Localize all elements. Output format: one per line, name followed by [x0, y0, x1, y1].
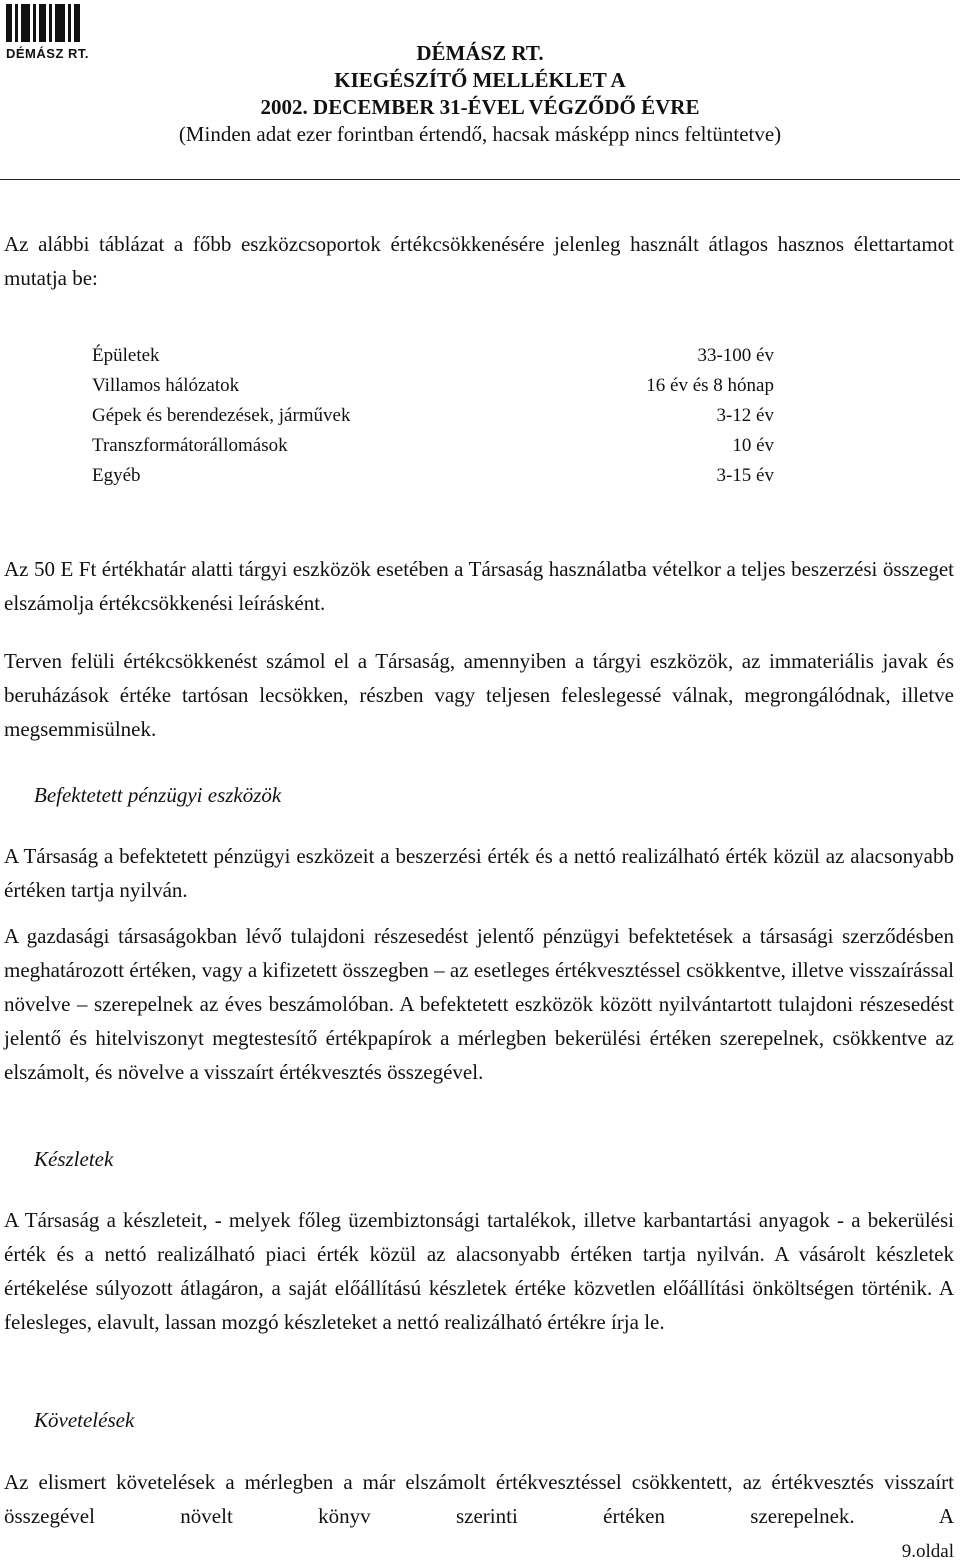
receivables-paragraph: Az elismert követelések a mérlegben a már elszámolt értékvesztéssel csökkentett, az értékvesztés visszaírt összegével növelt könyv szerinti értéken szerepelnek. A — [4, 1470, 954, 1528]
useful-life-value: 16 év és 8 hónap — [646, 375, 774, 396]
table-row — [92, 341, 774, 371]
asset-group-label: Gépek és berendezések, járművek — [92, 405, 351, 426]
extra-depreciation-paragraph: Terven felüli értékcsökkenést számol el a Társaság, amennyiben a tárgyi eszközök, az immateriális javak és beruházások értéke tartósan lecsökken, részben vagy teljesen feleslegessé válnak, megrongálódnak, illetve megsemmisülnek. — [4, 649, 954, 741]
document-period: 2002. DECEMBER 31-ÉVEL VÉGZŐDŐ ÉVRE — [260, 95, 700, 119]
section-heading-investments: Befektetett pénzügyi eszközök — [34, 783, 282, 807]
useful-life-value: 33-100 év — [697, 345, 774, 366]
investments-paragraph-1: A Társaság a befektetett pénzügyi eszközeit a beszerzési érték és a nettó realizálható érték közül az alacsonyabb értéken tartja nyilván. — [4, 844, 954, 902]
logo-bars-icon — [6, 4, 96, 42]
document-note: (Minden adat ezer forintban értendő, hacsak másképp nincs feltüntetve) — [178, 122, 782, 146]
intro-paragraph: Az alábbi táblázat a főbb eszközcsoportok értékcsökkenésére jelenleg használt átlagos hasznos élettartamot mutatja be: — [4, 232, 954, 290]
table-row — [92, 461, 774, 491]
table-row — [92, 401, 774, 431]
section-heading-inventory: Készletek — [34, 1147, 114, 1171]
inventory-paragraph: A Társaság a készleteit, - melyek főleg üzembiztonsági tartalékok, illetve karbantartási anyagok - a bekerülési érték és a nettó realizálható piaci érték közül az alacsonyabb értéken tartja nyilván. A vásárolt készletek értékelése súlyozott átlagáron, a saját előállítású készletek értéke közvetlen előállítási önköltségen történik. A felesleges, elavult, lassan mozgó készleteket a nettó realizálható értékre írja le. — [4, 1208, 954, 1334]
company-name: DÉMÁSZ RT. — [416, 41, 544, 65]
document-title: KIEGÉSZÍTŐ MELLÉKLET A — [334, 68, 626, 92]
useful-life-value: 3-12 év — [716, 405, 774, 426]
asset-group-label: Egyéb — [92, 465, 141, 486]
logo-text: DÉMÁSZ RT. — [6, 46, 89, 61]
useful-life-value: 3-15 év — [716, 465, 774, 486]
asset-group-label: Épületek — [92, 345, 160, 366]
section-heading-receivables: Követelések — [34, 1408, 135, 1432]
investments-paragraph-2: A gazdasági társaságokban lévő tulajdoni részesedést jelentő pénzügyi befektetések a társasági szerződésben meghatározott értéken, vagy a kifizetett összegben – az esetleges értékvesztéssel csökkentve, illetve visszaírással növelve – szerepelnek az éves beszámolóban. A befektetett eszközök között nyilvántartott tulajdoni részesedést jelentő és hitelviszonyt megtestesítő értékpapírok a mérlegben bekerülési értéken szerepelnek, csökkentve az elszámolt, és növelve a visszaírt értékvesztés összegével. — [4, 924, 954, 1084]
useful-life-value: 10 év — [732, 435, 774, 456]
table-row — [92, 431, 774, 461]
asset-group-label: Villamos hálózatok — [92, 375, 240, 396]
header-divider — [0, 179, 960, 180]
useful-life-table — [92, 341, 774, 491]
asset-group-label: Transzformátorállomások — [92, 435, 288, 456]
threshold-paragraph: Az 50 E Ft értékhatár alatti tárgyi eszközök esetében a Társaság használatba vételkor a teljes beszerzési összeget elszámolja értékcsökkenési leírásként. — [4, 557, 954, 615]
page-number: 9.oldal — [901, 1541, 954, 1562]
document-header — [0, 40, 960, 148]
table-row — [92, 371, 774, 401]
